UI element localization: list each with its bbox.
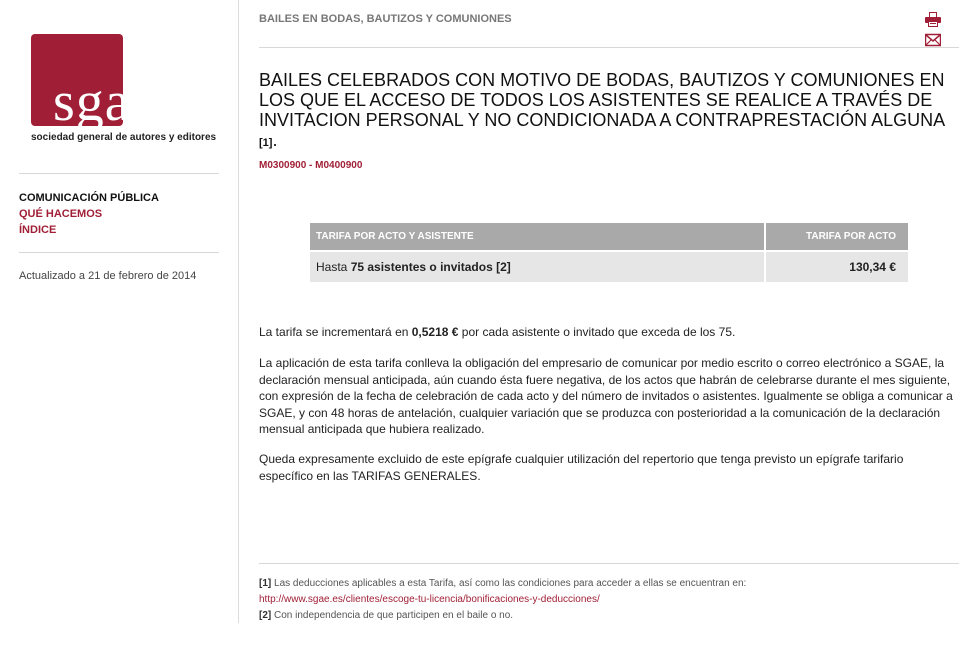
sidebar [0, 0, 238, 645]
title-end: . [272, 130, 278, 150]
footnotes-divider [259, 563, 959, 564]
nav-comunicacion-publica[interactable]: COMUNICACIÓN PÚBLICA [19, 192, 159, 204]
sidebar-nav [19, 190, 159, 238]
page-tools [921, 12, 959, 52]
p1-bold: 0,5218 € [411, 325, 459, 339]
table-header-row [310, 223, 908, 251]
p1-before: La tarifa se incrementará en [259, 325, 412, 339]
nav-indice[interactable]: ÍNDICE [19, 224, 57, 236]
nav-que-hacemos[interactable]: QUÉ HACEMOS [19, 208, 103, 220]
footnote-1-mark: [1] [259, 578, 272, 589]
title-text: BAILES CELEBRADOS CON MOTIVO DE BODAS, BAUTIZOS Y COMUNIONES EN LOS QUE EL ACCESO DE TODOS LOS ASISTENTES SE REALICE A TRAVÉS DE INVITACION PERSONAL Y NO CONDICIONADA A CONTRAPRESTACIÓN ALGUNA [259, 70, 945, 130]
last-updated: Actualizado a 21 de febrero de 2014 [19, 270, 197, 282]
header-tarifa-acto: TARIFA POR ACTO [765, 223, 908, 251]
tariff-codes: M0300900 - M0400900 [259, 160, 363, 171]
header-tarifa-acto-asistente: TARIFA POR ACTO Y ASISTENTE [310, 223, 765, 251]
print-icon[interactable] [925, 12, 941, 32]
title-footnote-ref[interactable]: [1] [259, 137, 273, 149]
breadcrumb: BAILES EN BODAS, BAUTIZOS Y COMUNIONES [259, 13, 512, 25]
sidebar-divider [19, 173, 219, 174]
logo-wordmark: sgae [53, 71, 157, 133]
footnote-1 [259, 577, 746, 591]
column-divider [238, 0, 239, 623]
row-description [310, 251, 765, 282]
logo-text [53, 71, 157, 133]
sgae-logo[interactable] [31, 34, 217, 146]
footnote-2 [259, 609, 513, 623]
footnote-1-text: Las deducciones aplicables a esta Tarifa, así como las condiciones para acceder a ellas se encuentran en: [271, 578, 747, 589]
p1-after: por cada asistente o invitado que exceda de los 75. [458, 325, 736, 339]
footnote-1-link-line [259, 593, 600, 607]
logo-tagline: sociedad general de autores y editores [31, 132, 217, 143]
email-icon[interactable] [925, 32, 941, 52]
increment-paragraph [259, 324, 959, 341]
obligation-paragraph: La aplicación de esta tarifa conlleva la obligación del empresario de comunicar por medio escrito o correo electrónico a SGAE, la declaración mensual anticipada, aún cuando ésta fuere negativa, de los actos que habrán de celebrarse durante el mes siguiente, con expresión de la fecha de celebración de cada acto y del número de invitados o asistentes. Igualmente se obliga a comunicar a SGAE, y con 48 horas de antelación, cualquier variación que se produzca con posterioridad a la comunicación de la declaración mensual anticipada que hubiera realizado. [259, 356, 953, 436]
sidebar-divider [19, 252, 219, 253]
footnote-2-text: Con independencia de que participen en el baile o no. [271, 610, 514, 621]
row-bold: 75 asistentes o invitados [2] [350, 260, 511, 274]
footnote-1-link[interactable]: http://www.sgae.es/clientes/escoge-tu-licencia/bonificaciones-y-deducciones/ [259, 594, 600, 605]
page-title [259, 70, 959, 153]
tariff-table [310, 223, 908, 282]
table-row [310, 251, 908, 282]
row-prefix: Hasta [316, 260, 351, 274]
exclusion-paragraph: Queda expresamente excluido de este epígrafe cualquier utilización del repertorio que tenga previsto un epígrafe tarifario específico en las TARIFAS GENERALES. [259, 452, 904, 483]
footnote-2-mark: [2] [259, 610, 272, 621]
header-divider [259, 47, 959, 48]
row-value: 130,34 € [765, 251, 908, 282]
